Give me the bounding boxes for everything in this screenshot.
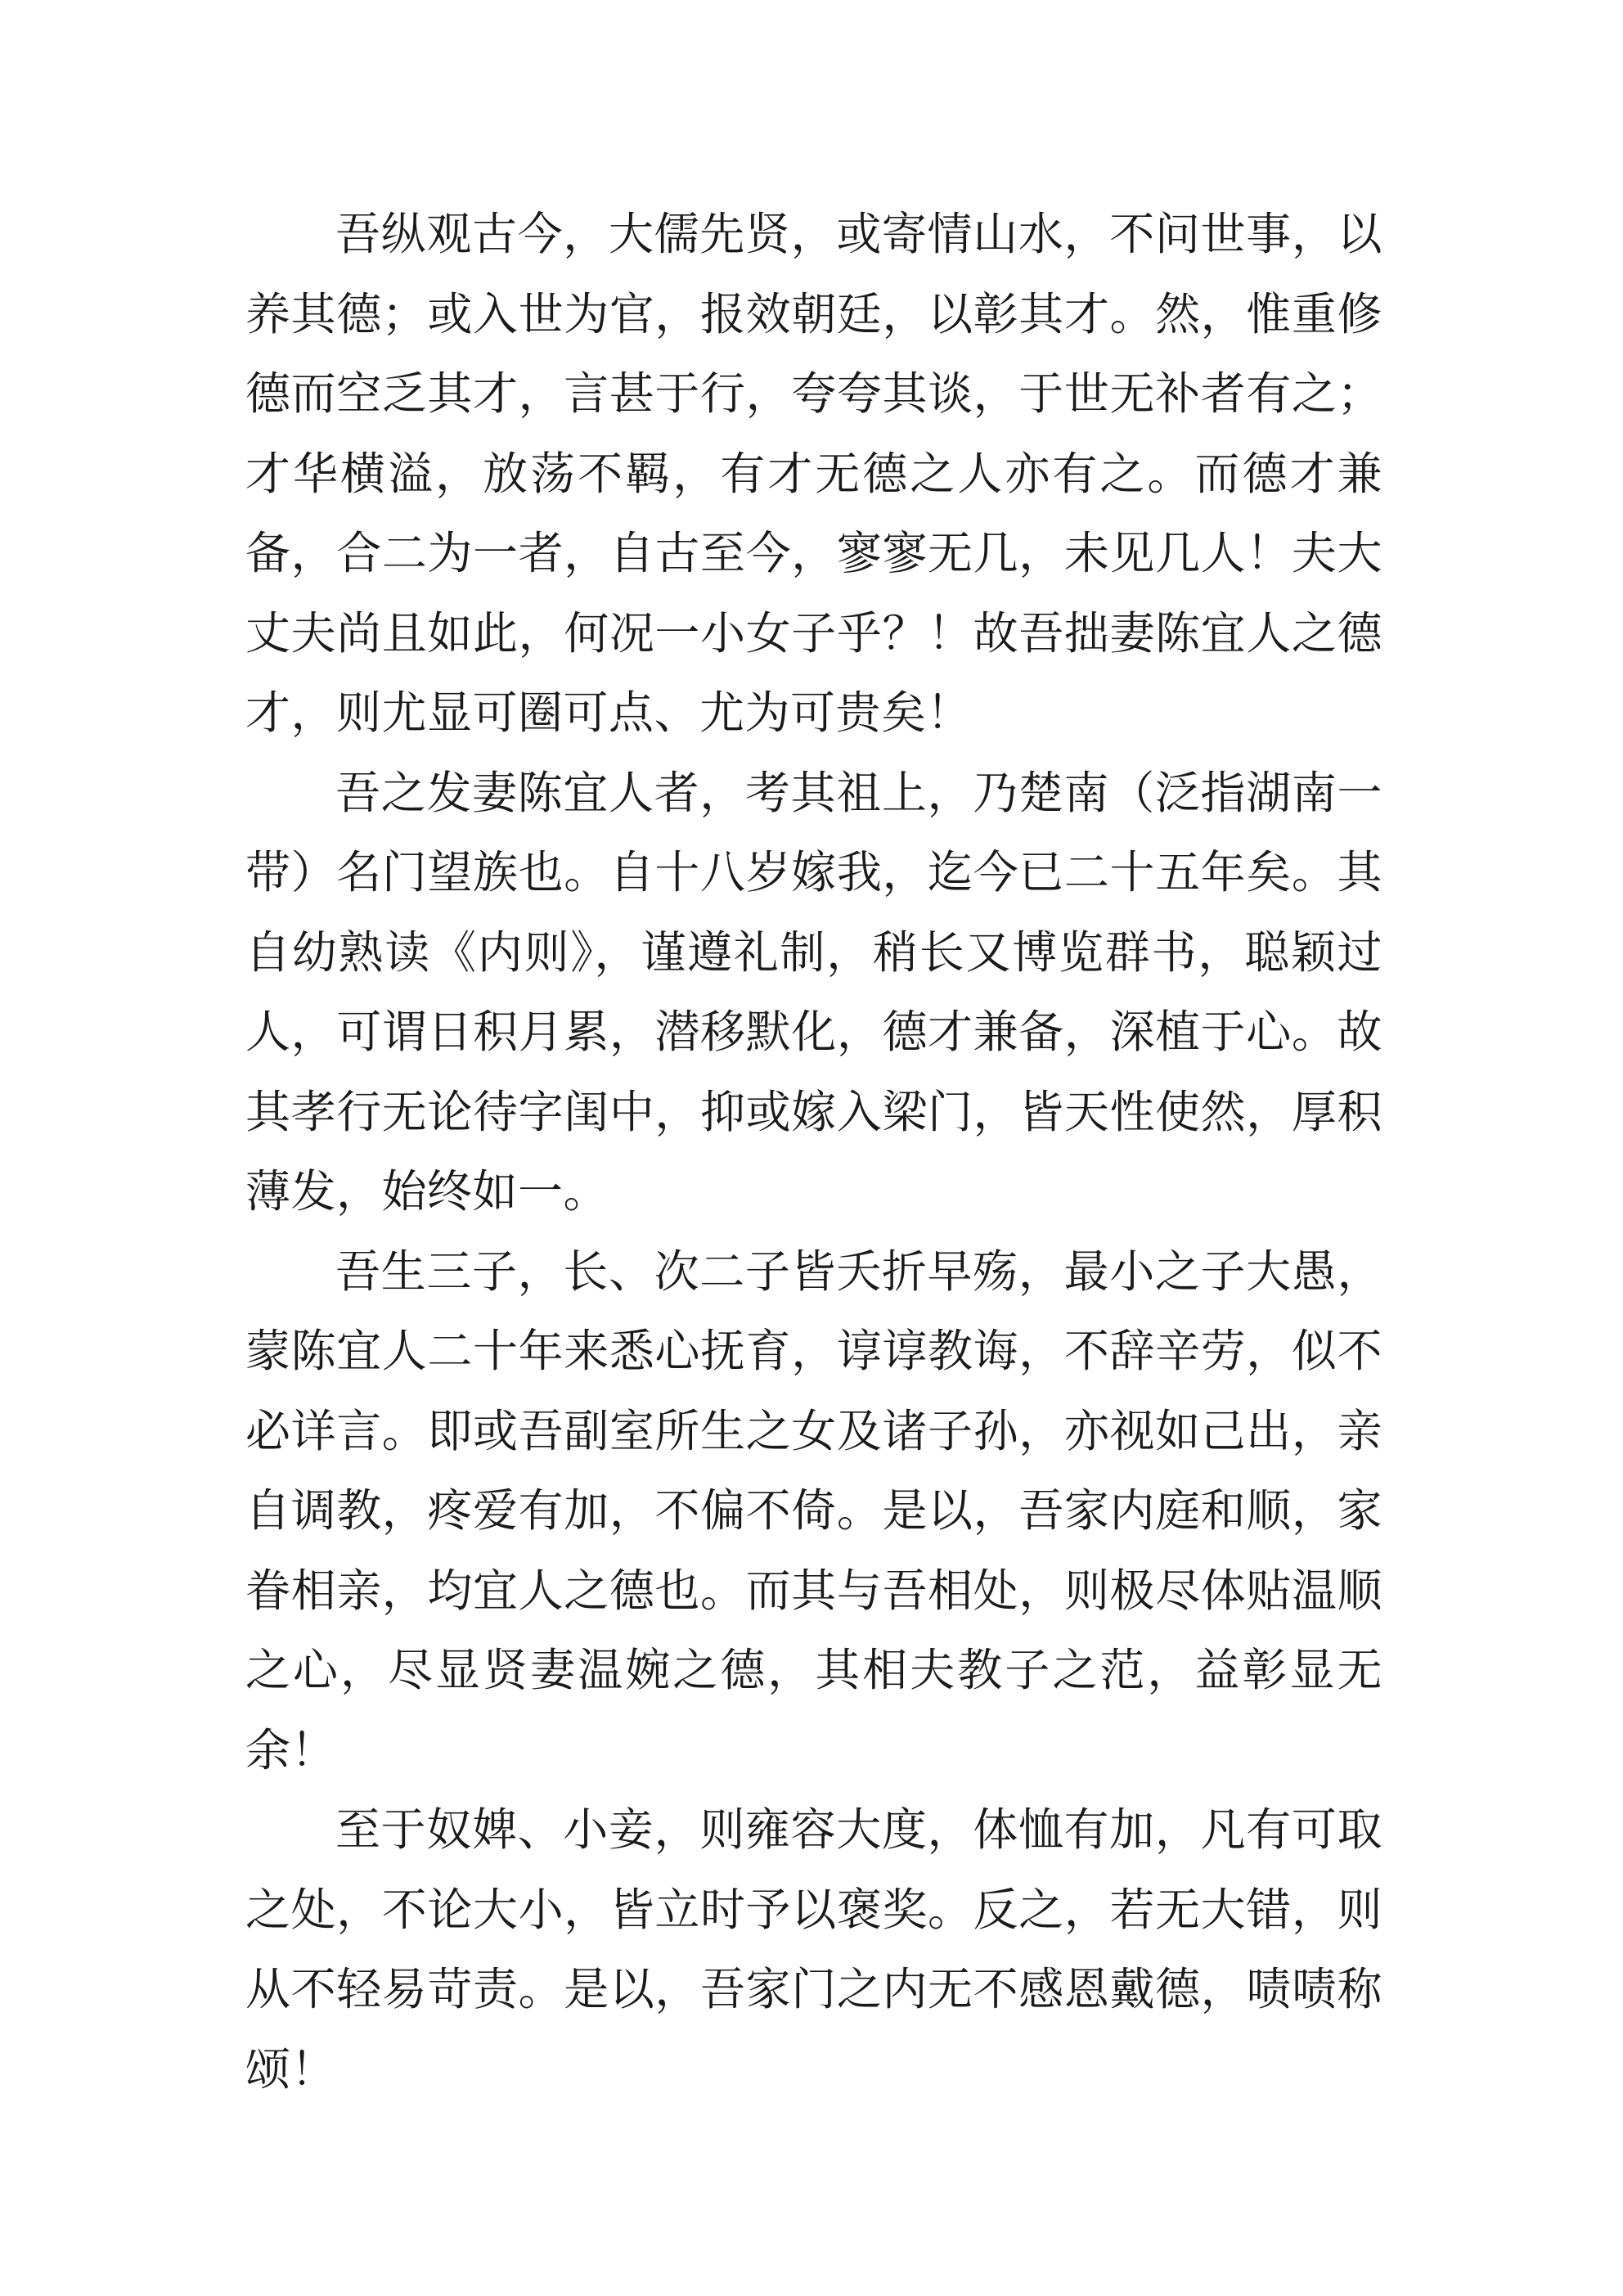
paragraph-4: 至于奴婢、小妾，则雍容大度，体恤有加，凡有可取之处，不论大小，皆立时予以褒奖。反之，若无大错，则从不轻易苛责。是以，吾家门之内无不感恩戴德，啧啧称颂！ bbox=[245, 1803, 1382, 2096]
paragraph-2: 吾之发妻陈宜人者，考其祖上，乃楚南（泛指湖南一带）名门望族也。自十八岁嫁我，迄今已二十五年矣。其自幼熟读《内则》，谨遵礼制，稍长又博览群书，聪颖过人，可谓日积月累，潜移默化，德才兼备，深植于心。故其孝行无论待字闺中，抑或嫁入梁门，皆天性使然，厚积薄发，始终如一。 bbox=[245, 766, 1382, 1218]
paragraph-3: 吾生三子，长、次二子皆夭折早殇，最小之子大愚，蒙陈宜人二十年来悉心抚育，谆谆教诲，不辞辛劳，似不必详言。即或吾副室所生之女及诸子孙，亦视如己出，亲自调教，疼爱有加，不偏不倚。是以，吾家内庭和顺，家眷相亲，均宜人之德也。而其与吾相处，则极尽体贴温顺之心，尽显贤妻温婉之德，其相夫教子之范，益彰显无余！ bbox=[245, 1245, 1382, 1776]
paragraph-1: 吾纵观古今，大儒先贤，或寄情山水，不问世事，以养其德；或入世为官，报效朝廷，以彰其才。然，惟重修德而空乏其才，言甚于行，夸夸其谈，于世无补者有之；才华横溢，放荡不羁，有才无德之人亦有之。而德才兼备，合二为一者，自古至今，寥寥无几，未见几人！夫大丈夫尚且如此，何况一小女子乎？！故吾拙妻陈宜人之德才，则尤显可圈可点、尤为可贵矣！ bbox=[245, 208, 1382, 739]
document-body bbox=[245, 195, 1382, 2109]
